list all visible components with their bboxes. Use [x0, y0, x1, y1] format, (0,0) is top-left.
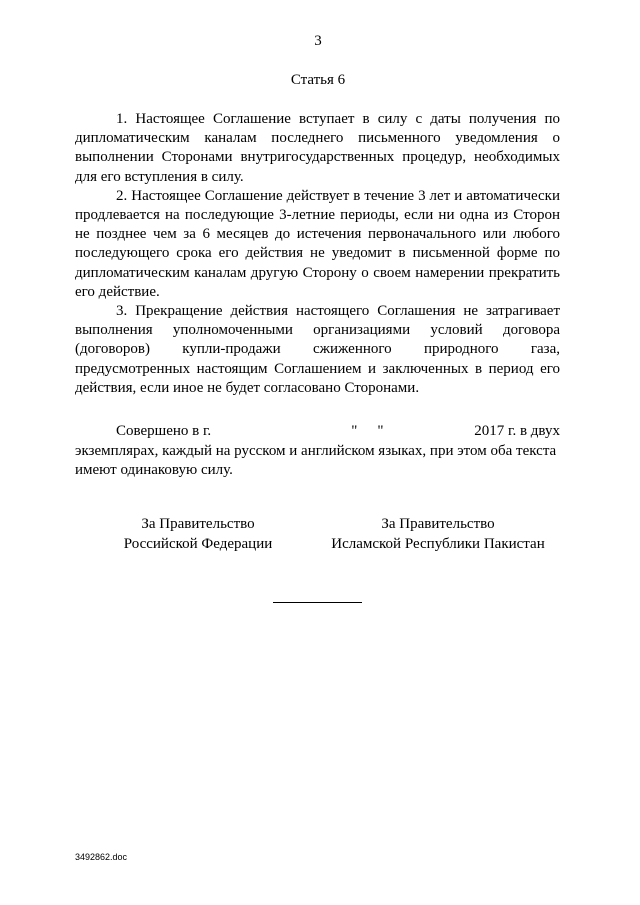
page-number: 3 [314, 33, 322, 49]
signature-block-pakistan [318, 515, 558, 554]
article-title: Статья 6 [290, 72, 346, 88]
quote-open: " [351, 423, 358, 439]
signature-left-line2: Российской Федерации [123, 535, 273, 552]
signing-clause-line [75, 422, 560, 442]
article-body [75, 110, 560, 398]
signature-left-line1: За Правительство [141, 516, 255, 532]
signing-place-prefix: Совершено в г. [116, 423, 212, 439]
paragraph-2: 2. Настоящее Соглашение действует в течение 3 лет и автоматически продлевается на последующие 3-летние периоды, если ни одна из Сторон не позднее чем за 6 месяцев до истечения первоначального или любого последующего срока его действия не уведомит в письменной форме по дипломатическим каналам другую Сторону о своем намерении прекратить его действие. [75, 187, 560, 300]
signing-clause [75, 422, 560, 481]
quote-close: " [377, 423, 384, 439]
paragraph-1: 1. Настоящее Соглашение вступает в силу с даты получения по дипломатическим каналам последнего письменного уведомления о выполнении Сторонами внутригосударственных процедур, необходимых для его вступления в силу. [75, 111, 560, 185]
paragraph-3: 3. Прекращение действия настоящего Соглашения не затрагивает выполнения уполномоченными организациями условий договора (договоров) купли-продажи сжиженного природного газа, предусмотренных настоящим Соглашением и заключенных в период его действия, если иное не будет согласовано Сторонами. [75, 303, 560, 396]
document-code: 3492862.doc [75, 852, 128, 862]
signature-block-russia [103, 515, 293, 554]
signing-clause-rest: экземплярах, каждый на русском и английском языках, при этом оба текста имеют одинаковую силу. [75, 442, 557, 479]
signature-right-line1: За Правительство [381, 516, 495, 532]
signing-year: 2017 г. в двух [474, 423, 560, 439]
signature-right-line2: Исламской Республики Пакистан [331, 535, 545, 552]
separator-line [273, 602, 362, 603]
